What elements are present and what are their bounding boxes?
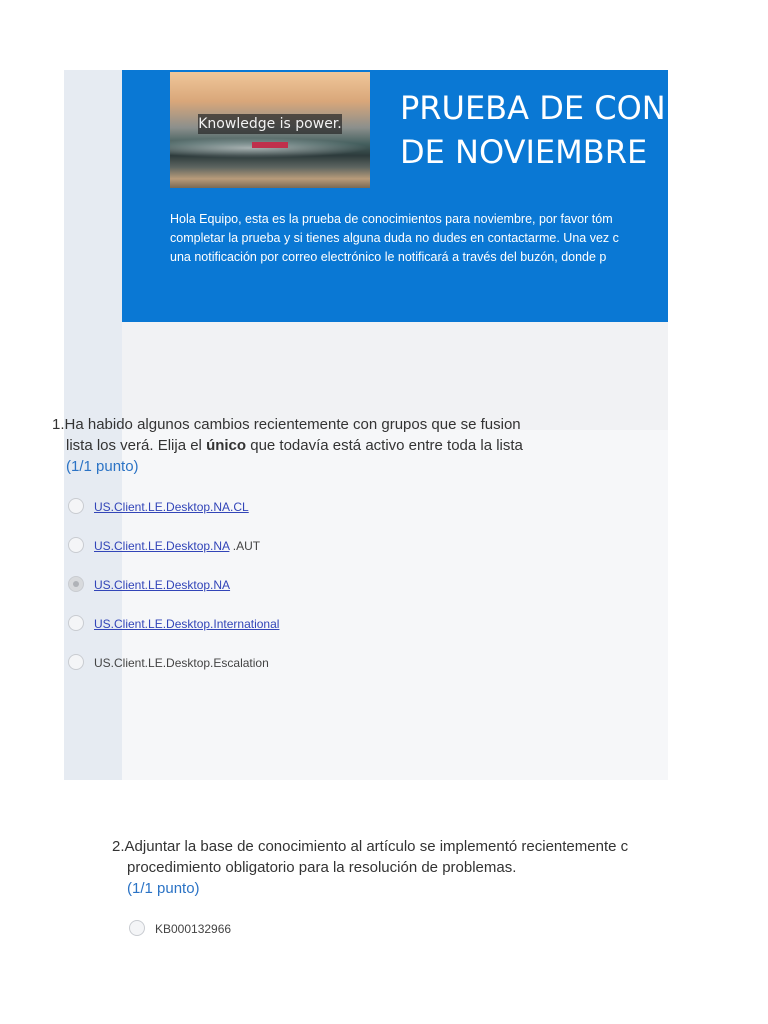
wave-highlight xyxy=(170,138,370,158)
question-number: 1. xyxy=(52,416,65,433)
form-title xyxy=(400,86,668,174)
question-text: lista los verá. Elija el xyxy=(66,437,207,454)
question-1-area xyxy=(122,430,668,780)
header-image xyxy=(170,72,370,188)
question-2-line-2: procedimiento obligatorio para la resolución de problemas. xyxy=(127,859,517,876)
radio-button[interactable] xyxy=(68,498,84,514)
question-emphasis: único xyxy=(206,437,247,454)
radio-button[interactable] xyxy=(68,537,84,553)
option-label xyxy=(94,498,249,516)
header-image-caption: Knowledge is power. xyxy=(198,116,342,132)
description-line: Hola Equipo, esta es la prueba de conocimientos para noviembre, por favor tóm xyxy=(170,212,613,226)
option-label: US.Client.LE.Desktop.Escalation xyxy=(94,656,269,670)
question-1-points: (1/1 punto) xyxy=(66,458,139,475)
radio-button[interactable] xyxy=(129,920,145,936)
caption-underline-mark xyxy=(252,142,288,148)
radio-button[interactable] xyxy=(68,654,84,670)
radio-button-selected[interactable] xyxy=(68,576,84,592)
question-1-line-2 xyxy=(52,435,523,456)
form-header-banner xyxy=(122,70,668,322)
question-text: Adjuntar la base de conocimiento al artículo se implementó recientemente c xyxy=(124,838,629,855)
option-suffix: .AUT xyxy=(229,539,261,553)
question-1-line-1 xyxy=(52,414,523,435)
question-2-points: (1/1 punto) xyxy=(127,880,200,897)
question-text: que todavía está activo entre toda la lista xyxy=(246,437,523,454)
option-link[interactable]: US.Client.LE.Desktop.NA xyxy=(94,539,230,553)
question-number: 2. xyxy=(112,838,125,855)
option-link[interactable]: US.Client.LE.Desktop.NA xyxy=(94,578,231,592)
form-description xyxy=(170,210,668,267)
form-title-line: DE NOVIEMBRE xyxy=(400,133,648,171)
option-label xyxy=(94,576,230,594)
form-title-line: PRUEBA DE CON xyxy=(400,89,666,127)
option-link[interactable]: US.Client.LE.Desktop.NA.CL xyxy=(94,500,249,514)
option-label xyxy=(94,537,260,555)
question-text: Ha habido algunos cambios recientemente con grupos que se fusion xyxy=(64,416,521,433)
question-1 xyxy=(52,414,523,477)
question-2-line-1 xyxy=(112,836,628,857)
option-label: KB000132966 xyxy=(155,922,232,936)
option-link[interactable]: US.Client.LE.Desktop.International xyxy=(94,617,280,631)
description-line: una notificación por correo electrónico le notificará a través del buzón, donde p xyxy=(170,250,607,264)
option-label xyxy=(94,615,279,633)
description-line: completar la prueba y si tienes alguna duda no dudes en contactarme. Una vez c xyxy=(170,231,619,245)
radio-button[interactable] xyxy=(68,615,84,631)
question-2 xyxy=(112,836,628,899)
